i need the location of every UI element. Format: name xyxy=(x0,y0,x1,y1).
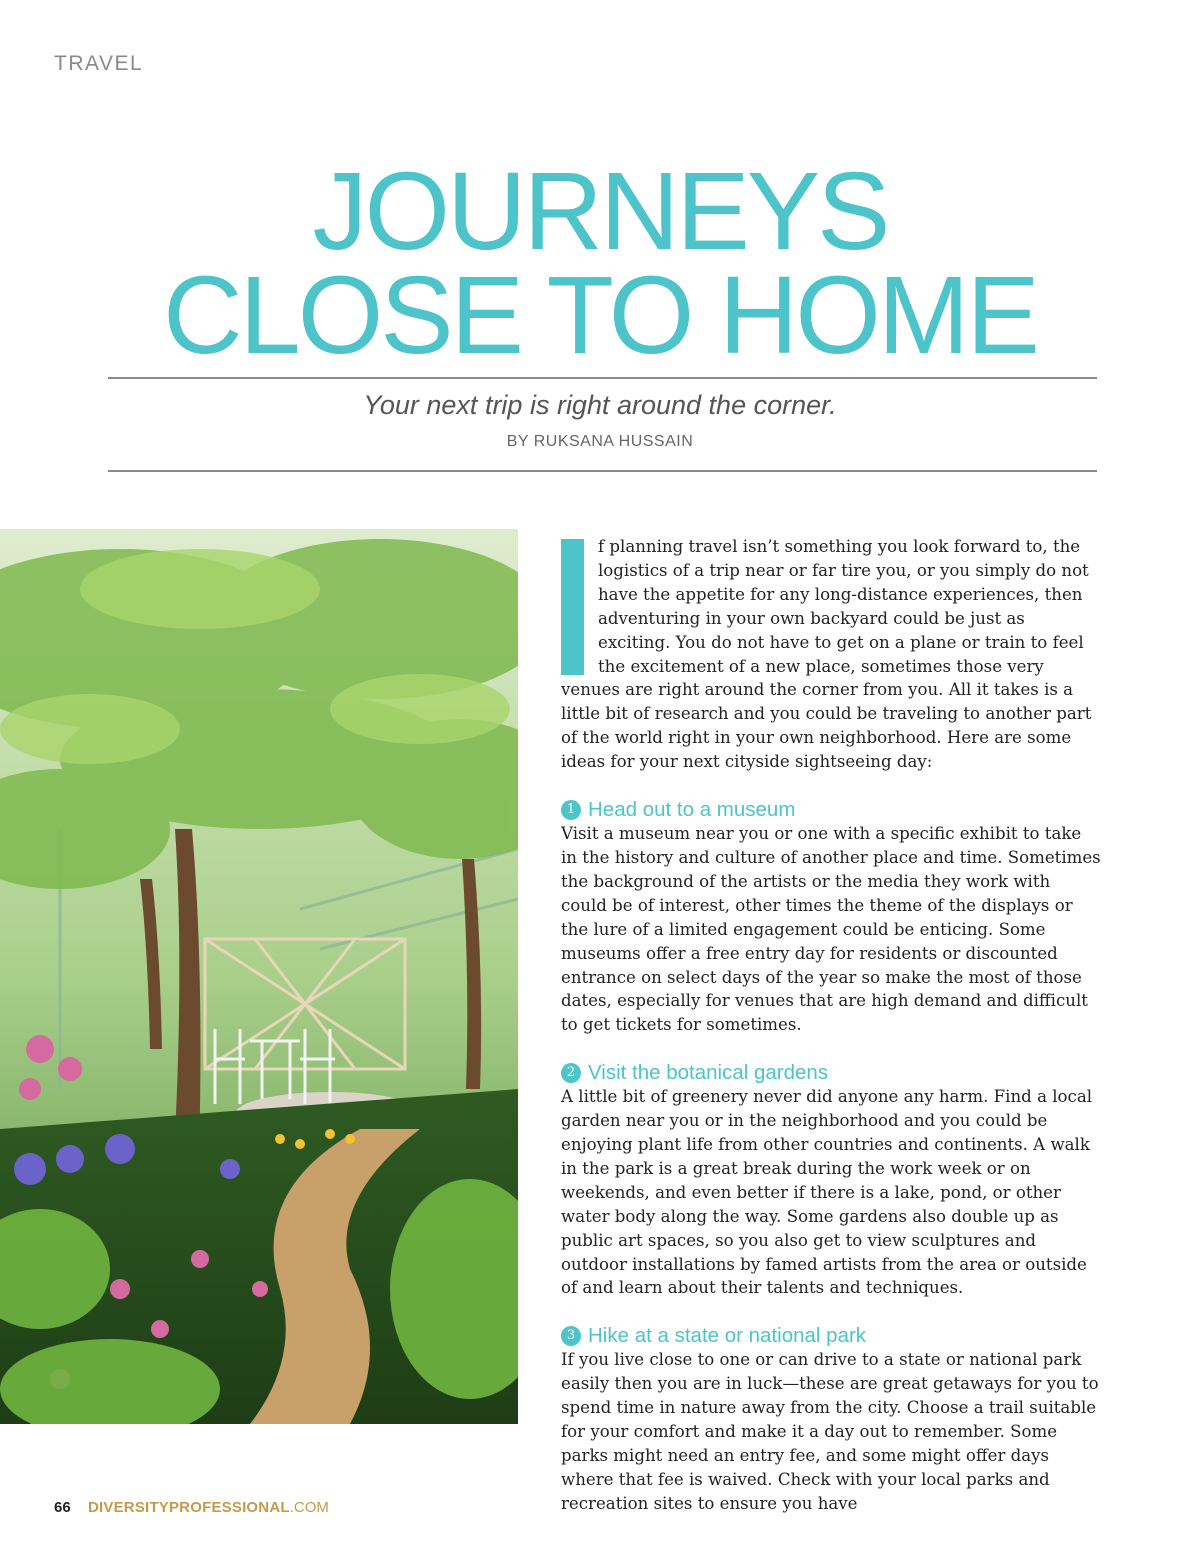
site-name: DIVERSITYPROFESSIONAL xyxy=(88,1499,290,1516)
intro-text: f planning travel isn’t something you look forward to, the logistics of a trip near or far tire you, or you simply do not have the appetite for any long-distance experiences, then adventuring in your own backyard could be just as exciting. You do not have to get on a plane or train to feel the excitement of a new place, sometimes those very venues are right around the corner from you. All it takes is a little bit of research and you could be traveling to another part of the world right in your own neighborhood. Here are some ideas for your next cityside sightseeing day: xyxy=(561,537,1092,772)
deck: Your next trip is right around the corner. xyxy=(363,390,837,420)
section-body-3: If you live close to one or can drive to a state or national park easily then you are in luck—these are great getaways for you to spend time in nature away from the city. Choose a trail suitable for your comfort and make it a day out to remember. Some parks might need an entry fee, and some might offer days where that fee is waived. Check with your local parks and recreation sites to ensure you have xyxy=(561,1350,1099,1513)
page-number: 66 xyxy=(54,1499,71,1516)
garden-photo xyxy=(0,529,518,1424)
bottom-divider xyxy=(108,470,1097,472)
section-number-badge: 3 xyxy=(561,1326,581,1346)
section-number-badge: 1 xyxy=(561,800,581,820)
headline-line-1: JOURNEYS xyxy=(312,150,888,273)
section-body-2: A little bit of greenery never did anyone any harm. Find a local garden near you or in the neighborhood and you could be enjoying plant life from other countries and continents. A walk in the park is a great break during the work week or on weekends, and even better if there is a lake, pond, or other water body along the way. Some gardens also double up as public art spaces, so you also get to view sculptures and outdoor installations by famed artists from the area or outside of and learn about their talents and techniques. xyxy=(561,1087,1093,1298)
byline: BY RUKSANA HUSSAIN xyxy=(506,433,694,450)
section-number-badge: 2 xyxy=(561,1063,581,1083)
intro-paragraph xyxy=(561,535,1101,774)
section-body-1: Visit a museum near you or one with a specific exhibit to take in the history and culture of another place and time. Sometimes the background of the artists or the media they work with could be of interest, other times the theme of the displays or the lure of a limited engagement could be enticing. Some museums offer a free entry day for residents or discounted entrance on select days of the year so make the most of those dates, especially for venues that are high demand and difficult to get tickets for sometimes. xyxy=(561,824,1101,1035)
site-url xyxy=(88,1499,329,1516)
section-heading-3 xyxy=(561,1324,1101,1348)
headline-line-2: CLOSE TO HOME xyxy=(163,254,1037,377)
headline xyxy=(0,150,1200,377)
section-heading-1 xyxy=(561,798,1101,822)
section-label: TRAVEL xyxy=(54,52,144,75)
article-body xyxy=(561,535,1101,1516)
section-title: Hike at a state or national park xyxy=(588,1324,867,1348)
drop-cap xyxy=(561,539,584,675)
top-divider xyxy=(108,377,1097,379)
section-title: Head out to a museum xyxy=(588,798,796,822)
site-tld: .COM xyxy=(289,1499,329,1516)
section-title: Visit the botanical gardens xyxy=(588,1061,829,1085)
section-heading-2 xyxy=(561,1061,1101,1085)
